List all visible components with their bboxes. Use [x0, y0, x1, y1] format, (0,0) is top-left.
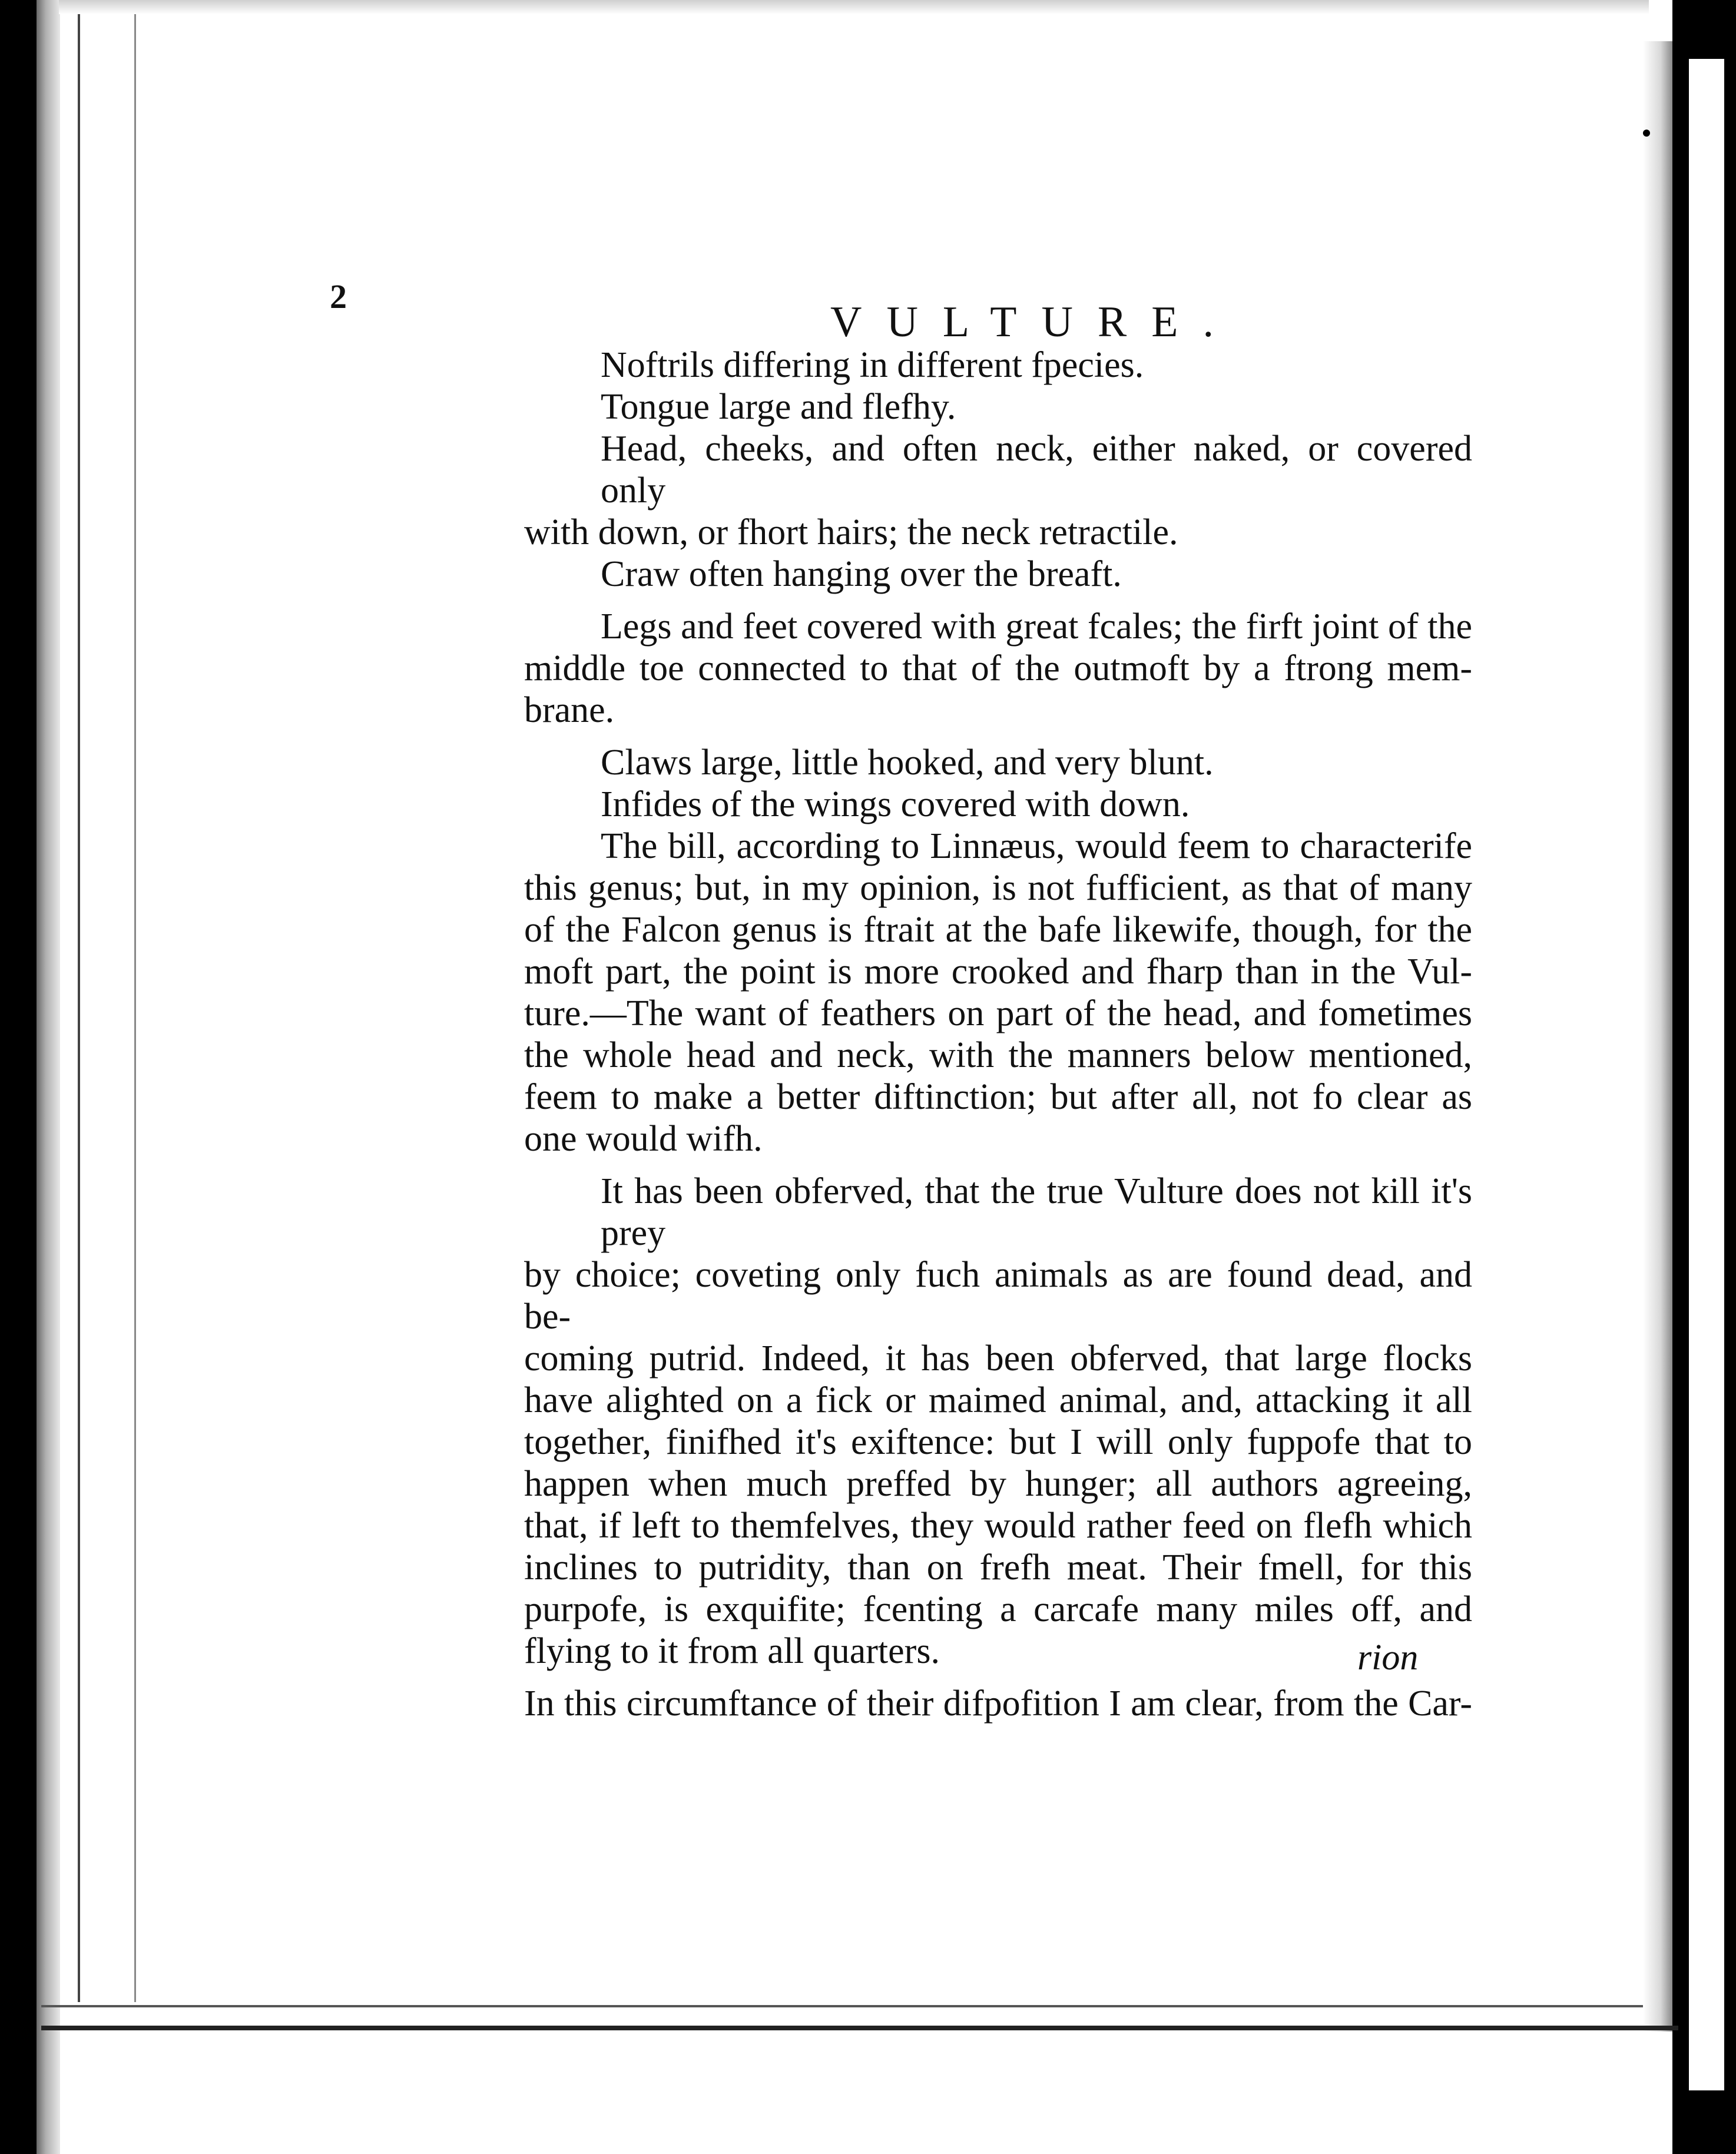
text-line: Infides of the wings covered with down.: [601, 784, 1190, 824]
text-line: moft part, the point is more crooked and fharp than in the Vul-: [524, 952, 1472, 992]
catchword: rion: [1357, 1638, 1419, 1678]
running-head: VULTURE.: [830, 298, 1238, 346]
text-line: with down, or fhort hairs; the neck retractile.: [524, 512, 1178, 552]
text-line: Craw often hanging over the breaft.: [601, 554, 1122, 594]
text-line: this genus; but, in my opinion, is not fufficient, as that of many: [524, 868, 1472, 908]
text-line: Claws large, little hooked, and very blunt.: [601, 743, 1214, 783]
text-line: ture.—The want of feathers on part of the head, and fometimes: [524, 993, 1472, 1033]
page-bottom-edge: [41, 2005, 1643, 2007]
text-line: brane.: [524, 690, 615, 730]
text-line: have alighted on a fick or maimed animal, and, attacking it all: [524, 1380, 1472, 1420]
text-line: of the Falcon genus is ftrait at the bafe likewife, though, for the: [524, 910, 1472, 950]
text-line: middle toe connected to that of the outmoft by a ftrong mem-: [524, 648, 1472, 688]
text-line: feem to make a better diftinction; but after all, not fo clear as: [524, 1077, 1472, 1117]
scan-speck: [1643, 130, 1650, 137]
page-bottom-edge: [41, 2026, 1678, 2030]
text-line: inclines to putridity, than on frefh meat. Their fmell, for this: [524, 1547, 1472, 1588]
text-line: The bill, according to Linnæus, would feem to characterife: [601, 826, 1472, 866]
page-number: 2: [330, 277, 347, 316]
text-line: In this circumftance of their difpofition I am clear, from the Car-: [524, 1684, 1472, 1724]
text-line: together, finifhed it's exiftence: but I will only fuppofe that to: [524, 1422, 1472, 1462]
page-gutter-shadow: [37, 0, 60, 2154]
text-line: coming putrid. Indeed, it has been obferved, that large flocks: [524, 1338, 1472, 1378]
text-line: Head, cheeks, and often neck, either naked, or covered only: [601, 429, 1472, 511]
page-right-shadow: [1643, 41, 1672, 2032]
text-line: by choice; coveting only fuch animals as are found dead, and be-: [524, 1255, 1472, 1337]
page-top-edge: [59, 0, 1649, 14]
page-edge-line: [78, 0, 80, 2002]
text-line: Tongue large and flefhy.: [601, 387, 956, 427]
body-text: [524, 344, 1472, 1725]
text-line: that, if left to themfelves, they would rather feed on flefh which: [524, 1506, 1472, 1546]
text-line: flying to it from all quarters.: [524, 1631, 940, 1671]
page-edge-line: [134, 0, 136, 2002]
text-line: Legs and feet covered with great fcales; the firft joint of the: [601, 607, 1472, 647]
text-line: It has been obferved, that the true Vulture does not kill it's prey: [601, 1171, 1472, 1253]
scan-border-left: [0, 0, 37, 2154]
text-line: purpofe, is exquifite; fcenting a carcafe many miles off, and: [524, 1589, 1472, 1629]
next-page-edge: [1689, 59, 1724, 2090]
text-line: Noftrils differing in different fpecies.: [601, 345, 1144, 385]
text-line: the whole head and neck, with the manners below mentioned,: [524, 1035, 1472, 1075]
text-line: happen when much preffed by hunger; all authors agreeing,: [524, 1464, 1472, 1504]
text-line: one would wifh.: [524, 1119, 763, 1159]
